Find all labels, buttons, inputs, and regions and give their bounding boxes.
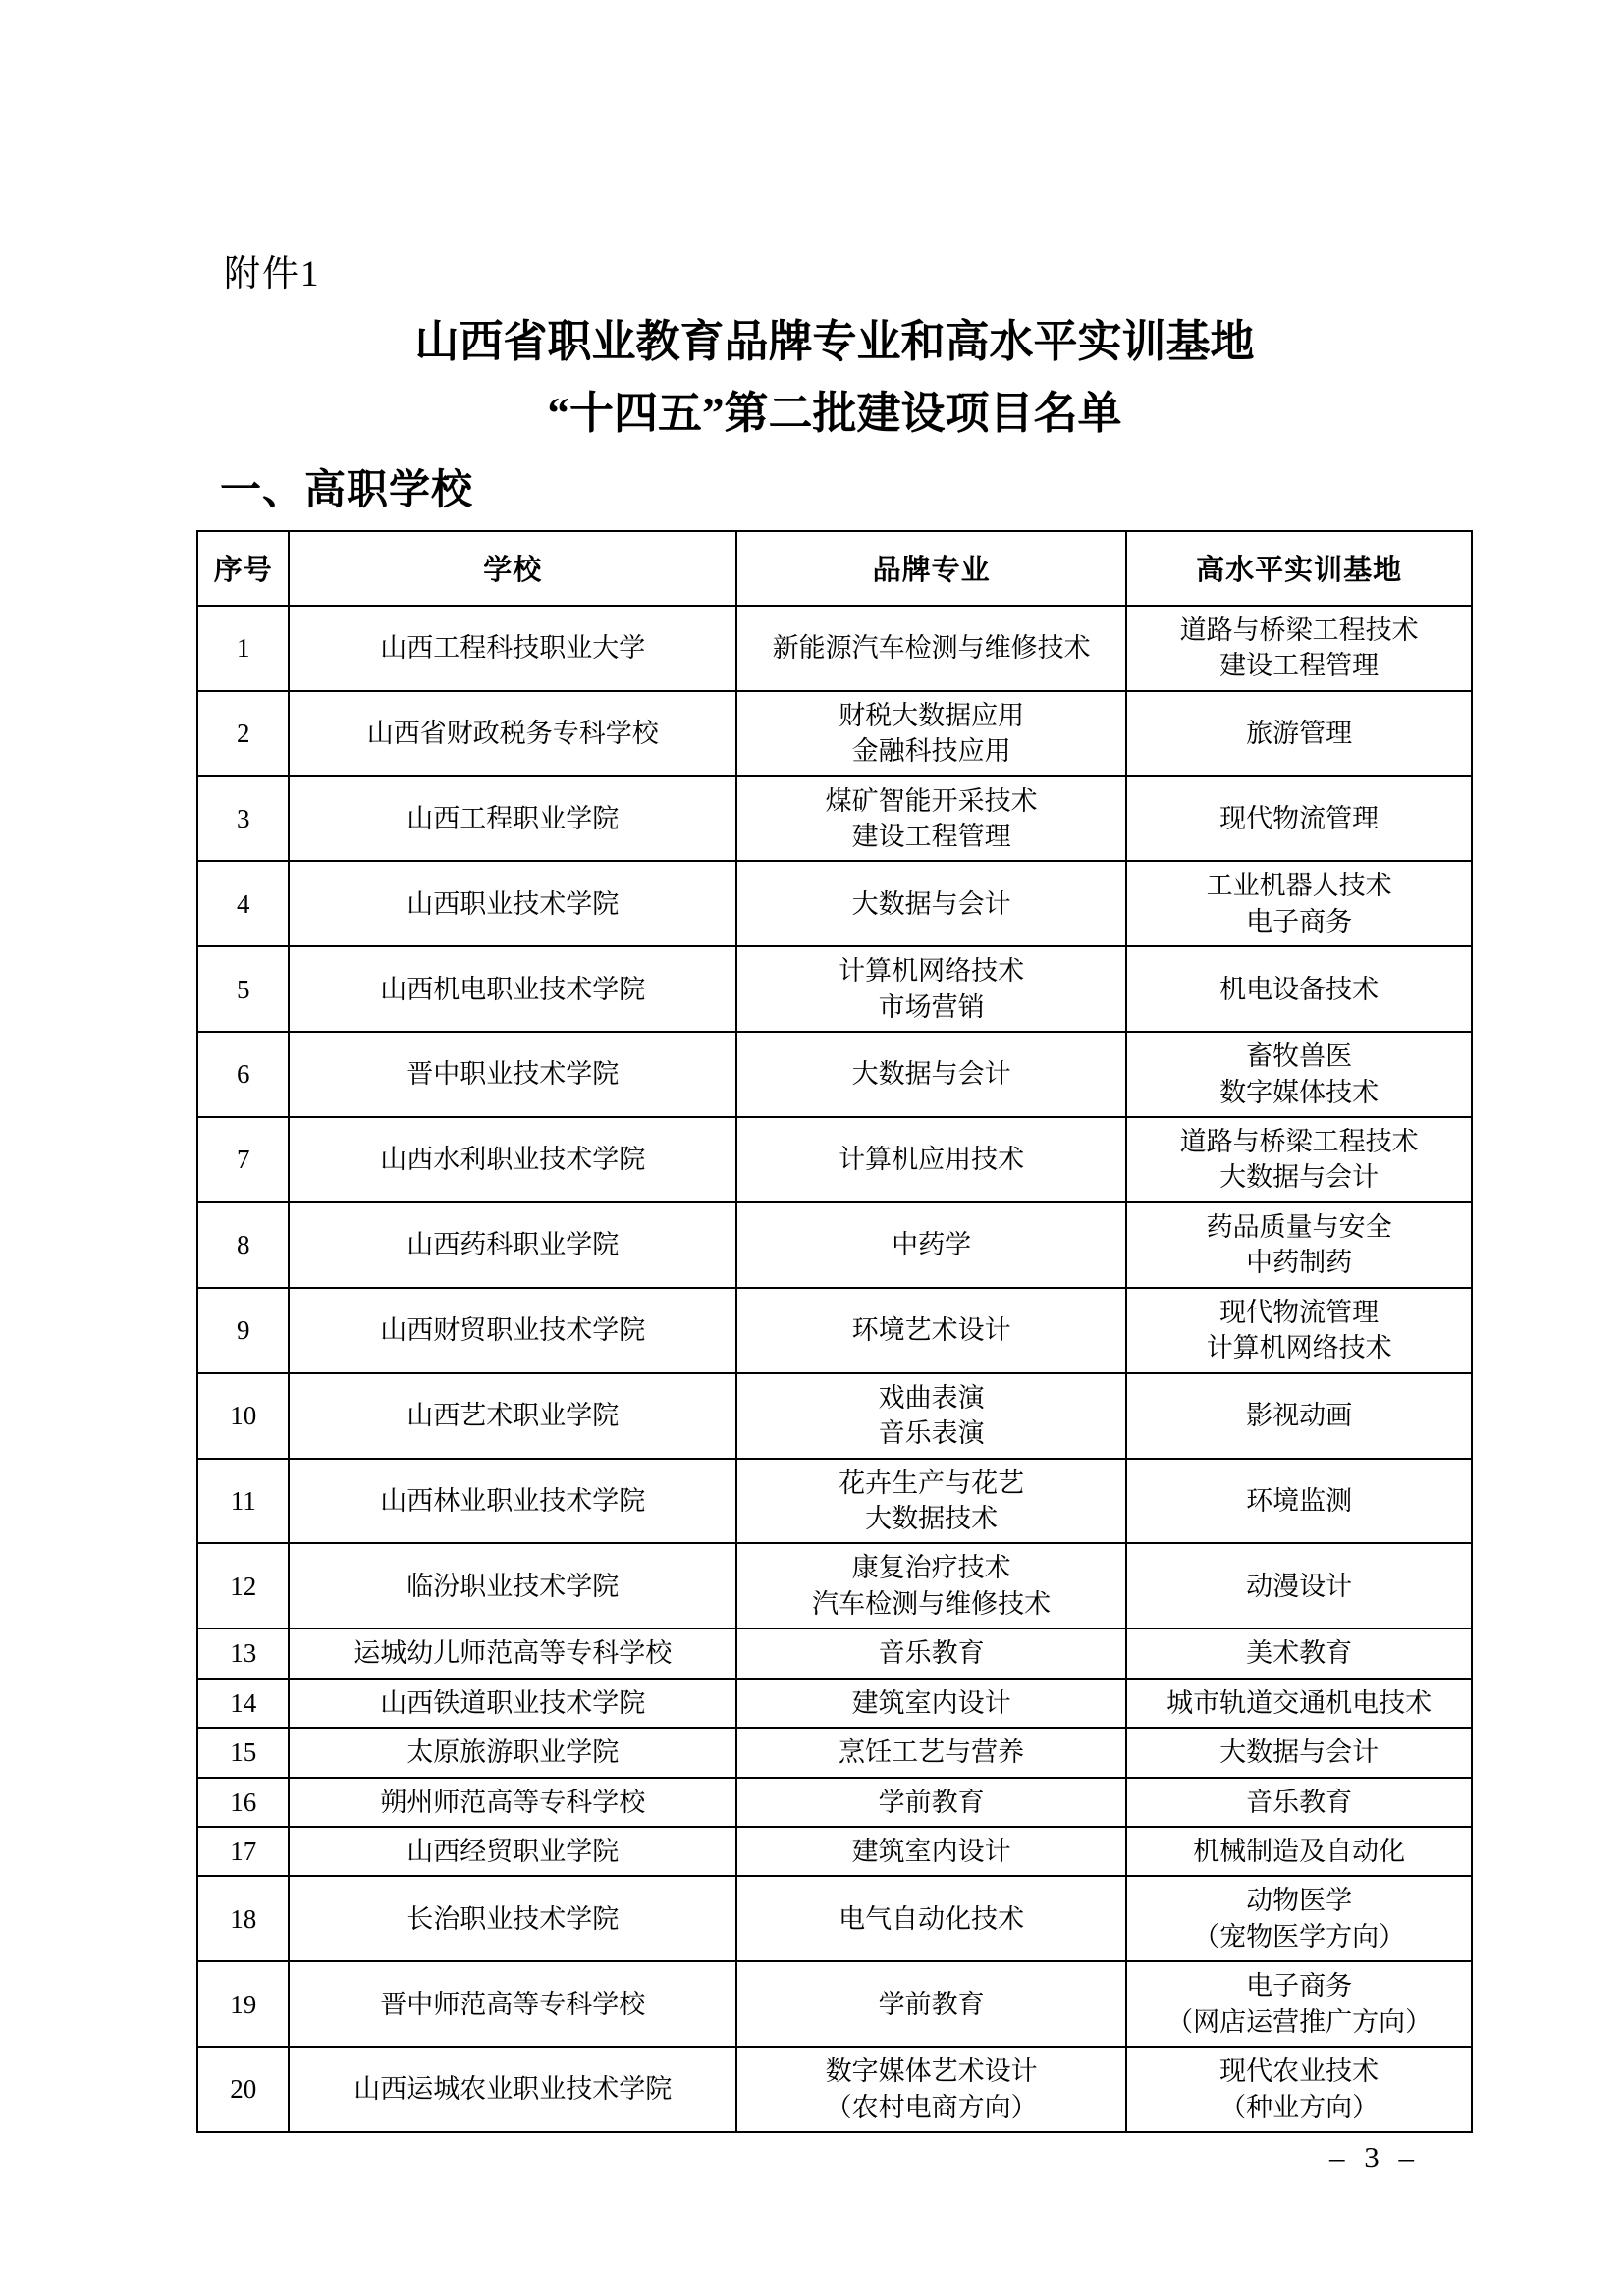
table-row: [197, 1288, 1472, 1373]
cell-line: 运城幼儿师范高等专科学校: [353, 1638, 673, 1669]
cell-index: [197, 1679, 289, 1728]
cell-major: [736, 1629, 1126, 1678]
table-row: [197, 1961, 1472, 2047]
cell-line: 音乐教育: [878, 1638, 985, 1669]
cell-major: [736, 1827, 1126, 1876]
cell-line: 大数据技术: [865, 1503, 999, 1533]
cell-line: 计算机网络技术: [839, 956, 1025, 987]
cell-index: [197, 1827, 289, 1876]
cell-base: [1126, 691, 1472, 776]
cell-base: [1126, 1288, 1472, 1373]
cell-base: [1126, 1728, 1472, 1777]
cell-line: 朔州师范高等专科学校: [380, 1787, 646, 1817]
cell-line: 康复治疗技术: [851, 1553, 1011, 1583]
cell-base: [1126, 1373, 1472, 1459]
cell-line: 数字媒体技术: [1219, 1077, 1380, 1107]
cell-line: 晋中师范高等专科学校: [380, 1989, 646, 2019]
cell-line: 山西工程职业学院: [406, 803, 620, 833]
cell-base: [1126, 1679, 1472, 1728]
cell-base: [1126, 1876, 1472, 1961]
table-row: [197, 1827, 1472, 1876]
cell-index: [197, 606, 289, 691]
cell-line: （网店运营推广方向）: [1166, 2006, 1433, 2037]
cell-line: 机电设备技术: [1219, 974, 1380, 1004]
cell-line: 现代物流管理: [1219, 1297, 1380, 1327]
cell-index: [197, 1373, 289, 1459]
cell-major: [736, 1459, 1126, 1544]
cell-line: 山西林业职业技术学院: [380, 1485, 646, 1516]
cell-index: [197, 1728, 289, 1777]
cell-school: [289, 1679, 736, 1728]
cell-index: [197, 691, 289, 776]
cell-major: [736, 1543, 1126, 1629]
cell-school: [289, 946, 736, 1032]
cell-line: 8: [236, 1230, 250, 1260]
cell-line: 山西药科职业学院: [406, 1230, 620, 1260]
cell-school: [289, 1827, 736, 1876]
cell-line: 17: [230, 1837, 257, 1867]
cell-line: 金融科技应用: [851, 736, 1011, 767]
cell-base: [1126, 1117, 1472, 1202]
table-row: [197, 1032, 1472, 1117]
table-header-row: [197, 531, 1472, 606]
cell-line: 4: [236, 888, 250, 919]
table-row: [197, 2047, 1472, 2132]
cell-base: [1126, 1961, 1472, 2047]
cell-line: 太原旅游职业学院: [406, 1737, 620, 1768]
table-body: [197, 606, 1472, 2132]
cell-school: [289, 1032, 736, 1117]
table-row: [197, 1728, 1472, 1777]
cell-line: 山西铁道职业技术学院: [380, 1687, 646, 1718]
cell-base: [1126, 1778, 1472, 1827]
cell-line: 城市轨道交通机电技术: [1166, 1687, 1433, 1718]
cell-line: 14: [230, 1687, 257, 1718]
section-heading: 一、高职学校: [220, 465, 474, 512]
cell-line: 10: [230, 1400, 257, 1430]
cell-line: 山西运城农业职业技术学院: [353, 2074, 673, 2105]
table-row: [197, 1373, 1472, 1459]
cell-school: [289, 1117, 736, 1202]
cell-major: [736, 1032, 1126, 1117]
cell-line: 花卉生产与花艺: [839, 1468, 1025, 1498]
cell-line: 19: [230, 1989, 257, 2019]
cell-line: 新能源汽车检测与维修技术: [772, 633, 1091, 663]
cell-major: [736, 1373, 1126, 1459]
cell-school: [289, 861, 736, 946]
cell-line: 山西职业技术学院: [406, 888, 620, 919]
cell-line: 15: [230, 1737, 257, 1768]
document-title: [196, 306, 1473, 450]
table-row: [197, 861, 1472, 946]
header-base: 高水平实训基地: [1126, 531, 1472, 606]
cell-line: 旅游管理: [1246, 718, 1353, 748]
cell-line: 煤矿智能开采技术: [825, 785, 1038, 816]
cell-line: 山西财贸职业技术学院: [380, 1315, 646, 1345]
table-row: [197, 776, 1472, 862]
cell-base: [1126, 946, 1472, 1032]
table-header: [197, 531, 1472, 606]
cell-line: 影视动画: [1246, 1400, 1353, 1430]
cell-index: [197, 1288, 289, 1373]
cell-line: 16: [230, 1787, 257, 1817]
cell-line: 山西工程科技职业大学: [380, 633, 646, 663]
cell-major: [736, 946, 1126, 1032]
cell-line: 3: [236, 803, 250, 833]
document-title-line1: 山西省职业教育品牌专业和高水平实训基地: [414, 317, 1255, 366]
cell-line: （农村电商方向）: [825, 2092, 1038, 2122]
page-number: – 3 –: [1329, 2140, 1420, 2174]
header-major: 品牌专业: [736, 531, 1126, 606]
cell-major: [736, 606, 1126, 691]
cell-school: [289, 691, 736, 776]
cell-base: [1126, 2047, 1472, 2132]
cell-index: [197, 1629, 289, 1678]
cell-base: [1126, 1827, 1472, 1876]
cell-line: 音乐教育: [1246, 1787, 1353, 1817]
cell-line: 晋中职业技术学院: [406, 1059, 620, 1090]
table-row: [197, 1778, 1472, 1827]
cell-index: [197, 1202, 289, 1288]
cell-index: [197, 1876, 289, 1961]
cell-major: [736, 1778, 1126, 1827]
cell-major: [736, 691, 1126, 776]
cell-line: 6: [236, 1059, 250, 1090]
table-row: [197, 606, 1472, 691]
cell-line: 药品质量与安全: [1206, 1211, 1392, 1242]
table-row: [197, 1202, 1472, 1288]
cell-major: [736, 1117, 1126, 1202]
cell-school: [289, 606, 736, 691]
cell-major: [736, 1202, 1126, 1288]
cell-line: 环境监测: [1246, 1485, 1353, 1516]
cell-major: [736, 861, 1126, 946]
cell-line: 电气自动化技术: [839, 1903, 1025, 1934]
cell-major: [736, 1961, 1126, 2047]
cell-school: [289, 1961, 736, 2047]
cell-school: [289, 1876, 736, 1961]
cell-line: 建设工程管理: [851, 821, 1011, 851]
cell-line: 2: [236, 718, 250, 748]
cell-line: 1: [236, 633, 250, 663]
cell-line: 学前教育: [878, 1787, 985, 1817]
cell-line: 电子商务: [1246, 1971, 1353, 2002]
cell-line: 建筑室内设计: [851, 1687, 1011, 1718]
cell-line: 20: [230, 2074, 257, 2105]
cell-base: [1126, 861, 1472, 946]
cell-school: [289, 776, 736, 862]
cell-line: 5: [236, 974, 250, 1004]
cell-school: [289, 1373, 736, 1459]
cell-major: [736, 1288, 1126, 1373]
cell-line: 山西水利职业技术学院: [380, 1145, 646, 1175]
cell-school: [289, 1629, 736, 1678]
cell-line: 13: [230, 1638, 257, 1669]
cell-base: [1126, 1032, 1472, 1117]
cell-line: 7: [236, 1145, 250, 1175]
cell-index: [197, 946, 289, 1032]
cell-index: [197, 1778, 289, 1827]
cell-line: 12: [230, 1571, 257, 1601]
cell-line: 学前教育: [878, 1989, 985, 2019]
cell-index: [197, 1961, 289, 2047]
cell-line: 市场营销: [878, 991, 985, 1022]
table-row: [197, 1459, 1472, 1544]
cell-line: 大数据与会计: [1219, 1162, 1380, 1193]
table-row: [197, 1629, 1472, 1678]
cell-line: 山西艺术职业学院: [406, 1400, 620, 1430]
cell-index: [197, 2047, 289, 2132]
cell-line: 汽车检测与维修技术: [812, 1588, 1052, 1619]
cell-school: [289, 1778, 736, 1827]
cell-line: （宠物医学方向）: [1193, 1921, 1406, 1951]
cell-line: （种业方向）: [1219, 2092, 1380, 2122]
cell-line: 山西省财政税务专科学校: [366, 718, 659, 748]
table-row: [197, 1117, 1472, 1202]
cell-line: 计算机应用技术: [839, 1145, 1025, 1175]
cell-school: [289, 1728, 736, 1777]
table-row: [197, 1679, 1472, 1728]
attachment-label: 附件1: [224, 254, 321, 294]
cell-line: 畜牧兽医: [1246, 1041, 1353, 1072]
cell-line: 计算机网络技术: [1206, 1333, 1392, 1363]
cell-base: [1126, 1543, 1472, 1629]
table-row: [197, 946, 1472, 1032]
cell-school: [289, 1288, 736, 1373]
cell-line: 建筑室内设计: [851, 1837, 1011, 1867]
cell-line: 中药制药: [1246, 1248, 1353, 1278]
cell-line: 美术教育: [1246, 1638, 1353, 1669]
cell-line: 大数据与会计: [1219, 1737, 1380, 1768]
cell-line: 音乐表演: [878, 1418, 985, 1449]
cell-line: 大数据与会计: [851, 1059, 1011, 1090]
cell-school: [289, 1459, 736, 1544]
cell-line: 财税大数据应用: [839, 700, 1025, 730]
cell-line: 环境艺术设计: [851, 1315, 1011, 1345]
cell-line: 9: [236, 1315, 250, 1345]
cell-line: 动漫设计: [1246, 1571, 1353, 1601]
cell-base: [1126, 606, 1472, 691]
cell-index: [197, 1459, 289, 1544]
cell-line: 临汾职业技术学院: [406, 1571, 620, 1601]
cell-major: [736, 776, 1126, 862]
schools-table: [196, 530, 1473, 2133]
cell-line: 现代农业技术: [1219, 2056, 1380, 2087]
cell-index: [197, 1543, 289, 1629]
cell-major: [736, 1679, 1126, 1728]
cell-base: [1126, 1459, 1472, 1544]
cell-line: 长治职业技术学院: [406, 1903, 620, 1934]
cell-line: 18: [230, 1903, 257, 1934]
cell-major: [736, 1728, 1126, 1777]
cell-line: 中药学: [892, 1230, 972, 1260]
cell-school: [289, 1543, 736, 1629]
cell-base: [1126, 1629, 1472, 1678]
cell-line: 建设工程管理: [1219, 651, 1380, 681]
cell-index: [197, 1032, 289, 1117]
cell-line: 11: [230, 1485, 256, 1516]
document-content: [196, 243, 1473, 2133]
table-row: [197, 1543, 1472, 1629]
cell-base: [1126, 1202, 1472, 1288]
cell-line: 数字媒体艺术设计: [825, 2056, 1038, 2087]
cell-line: 山西经贸职业学院: [406, 1837, 620, 1867]
table-row: [197, 1876, 1472, 1961]
cell-line: 山西机电职业技术学院: [380, 974, 646, 1004]
table-row: [197, 691, 1472, 776]
cell-index: [197, 861, 289, 946]
cell-line: 大数据与会计: [851, 888, 1011, 919]
cell-line: 道路与桥梁工程技术: [1179, 1127, 1419, 1157]
cell-index: [197, 1117, 289, 1202]
cell-line: 动物医学: [1246, 1886, 1353, 1916]
cell-major: [736, 2047, 1126, 2132]
cell-school: [289, 2047, 736, 2132]
cell-line: 机械制造及自动化: [1193, 1837, 1406, 1867]
cell-school: [289, 1202, 736, 1288]
cell-index: [197, 776, 289, 862]
cell-line: 工业机器人技术: [1206, 871, 1392, 901]
document-title-line2: “十四五”第二批建设项目名单: [547, 388, 1122, 438]
cell-line: 烹饪工艺与营养: [839, 1737, 1025, 1768]
cell-major: [736, 1876, 1126, 1961]
cell-line: 现代物流管理: [1219, 803, 1380, 833]
cell-line: 戏曲表演: [878, 1382, 985, 1413]
cell-line: 道路与桥梁工程技术: [1179, 614, 1419, 645]
cell-base: [1126, 776, 1472, 862]
cell-line: 电子商务: [1246, 906, 1353, 936]
header-index: 序号: [197, 531, 289, 606]
header-school: 学校: [289, 531, 736, 606]
